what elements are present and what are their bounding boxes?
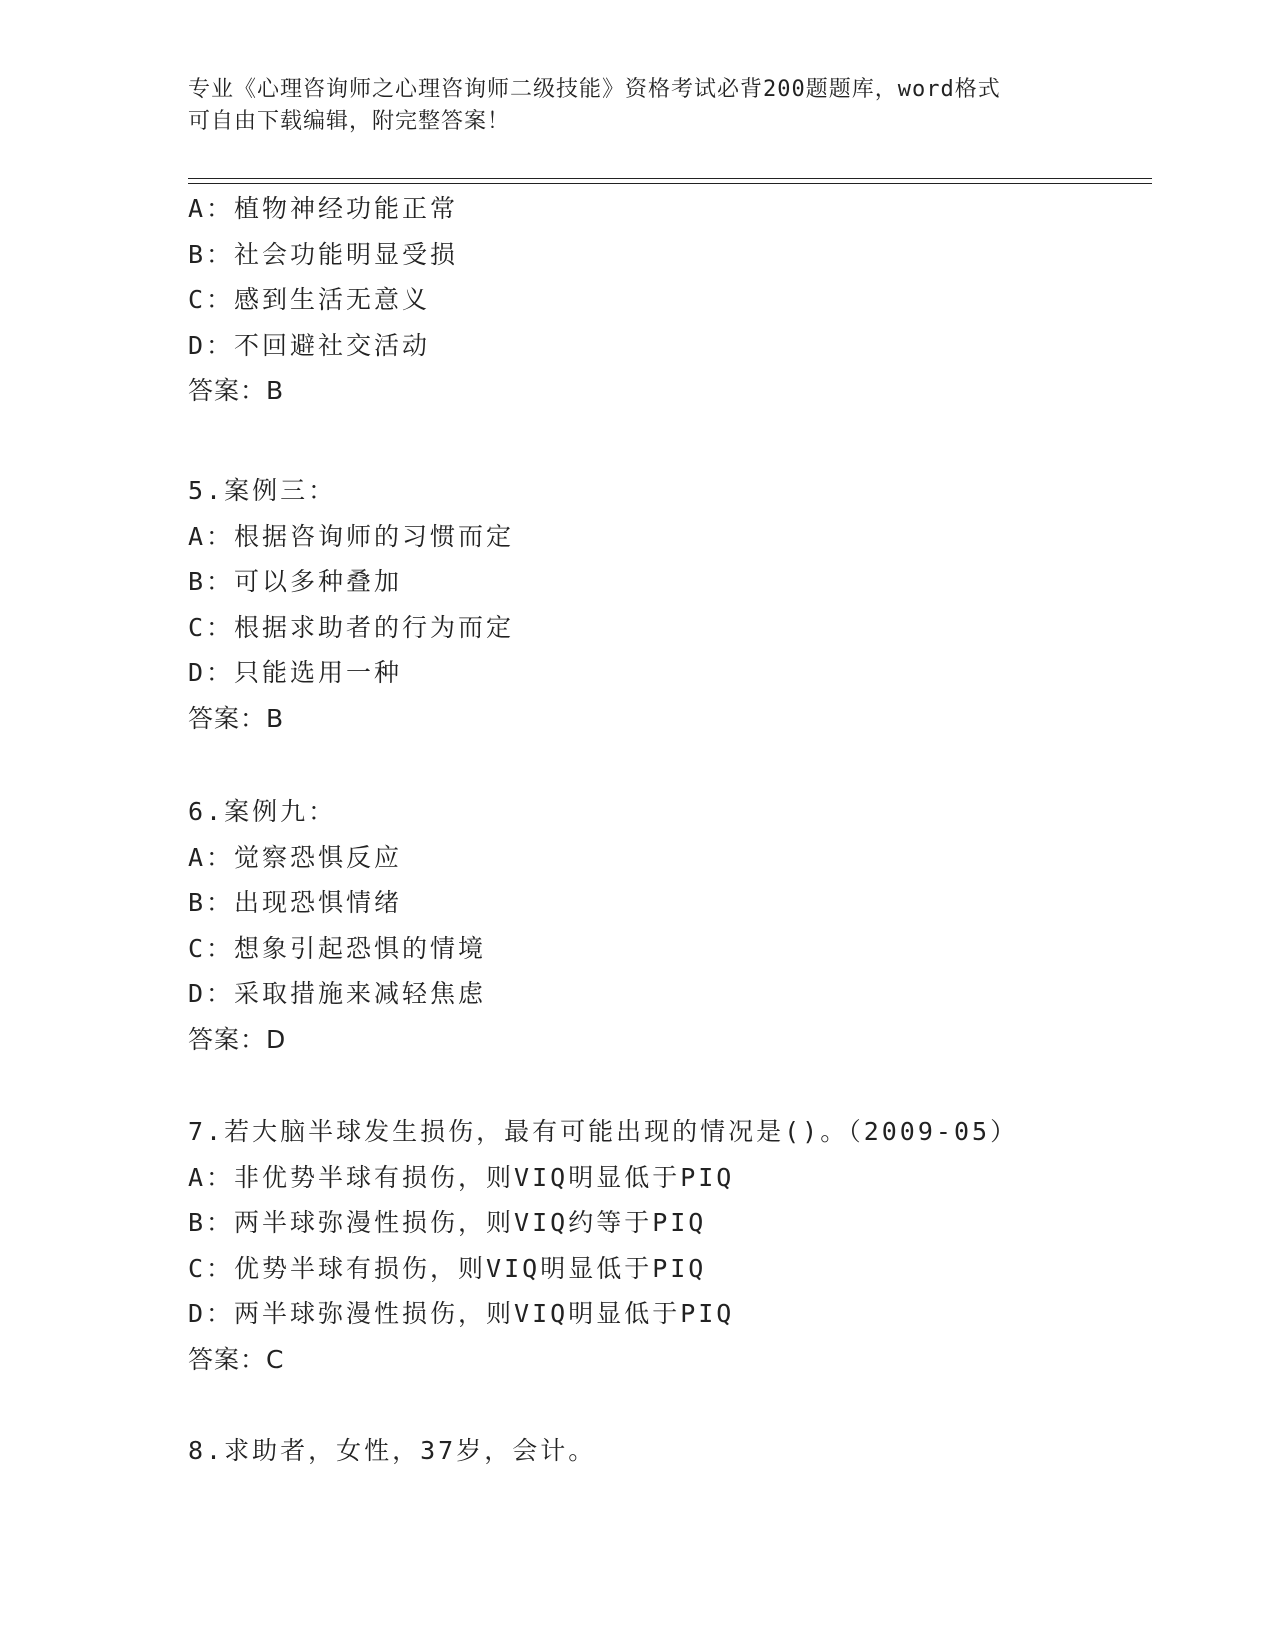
option-a: A：觉察恐惧反应 — [188, 842, 403, 872]
answer-line: 答案：B — [188, 376, 285, 406]
question-block — [188, 789, 486, 1063]
option-c: C：优势半球有损伤，则VIQ明显低于PIQ — [188, 1253, 707, 1283]
question-text: 6.案例九： — [188, 797, 337, 826]
option-d: D：两半球弥漫性损伤，则VIQ明显低于PIQ — [188, 1299, 735, 1329]
option-d: D：采取措施来减轻焦虑 — [188, 979, 487, 1009]
option-b: B：社会功能明显受损 — [188, 239, 459, 269]
option-c: C：想象引起恐惧的情境 — [188, 933, 487, 963]
option-a: A：非优势半球有损伤，则VIQ明显低于PIQ — [188, 1162, 735, 1192]
answer-line: 答案：B — [188, 703, 285, 733]
header-divider-bottom — [188, 183, 1152, 184]
question-text: 8.求助者，女性，37岁，会计。 — [188, 1436, 597, 1465]
option-a: A：根据咨询师的习惯而定 — [188, 521, 515, 551]
question-text: 7.若大脑半球发生损伤，最有可能出现的情况是()。（2009-05） — [188, 1117, 1019, 1146]
option-c: C：根据求助者的行为而定 — [188, 612, 515, 642]
option-b: B：两半球弥漫性损伤，则VIQ约等于PIQ — [188, 1208, 707, 1238]
option-b: B：出现恐惧情绪 — [188, 888, 403, 918]
header-line-2: 可自由下载编辑，附完整答案！ — [188, 109, 511, 134]
header-divider-top — [188, 178, 1152, 179]
option-d: D：只能选用一种 — [188, 658, 403, 688]
option-a: A：植物神经功能正常 — [188, 194, 459, 223]
answer-line: 答案：D — [188, 1024, 287, 1054]
answer-line: 答案：C — [188, 1344, 285, 1374]
option-c: C：感到生活无意义 — [188, 285, 431, 315]
option-d: D：不回避社交活动 — [188, 330, 431, 360]
question-block — [188, 1428, 596, 1474]
question-block — [188, 1109, 1018, 1383]
header-line-1: 专业《心理咨询师之心理咨询师二级技能》资格考试必背200题题库，word格式 — [188, 77, 1001, 102]
document-header — [188, 74, 1088, 138]
question-block — [188, 468, 514, 742]
question-block — [188, 186, 458, 414]
question-text: 5.案例三： — [188, 476, 337, 505]
option-b: B：可以多种叠加 — [188, 567, 403, 597]
